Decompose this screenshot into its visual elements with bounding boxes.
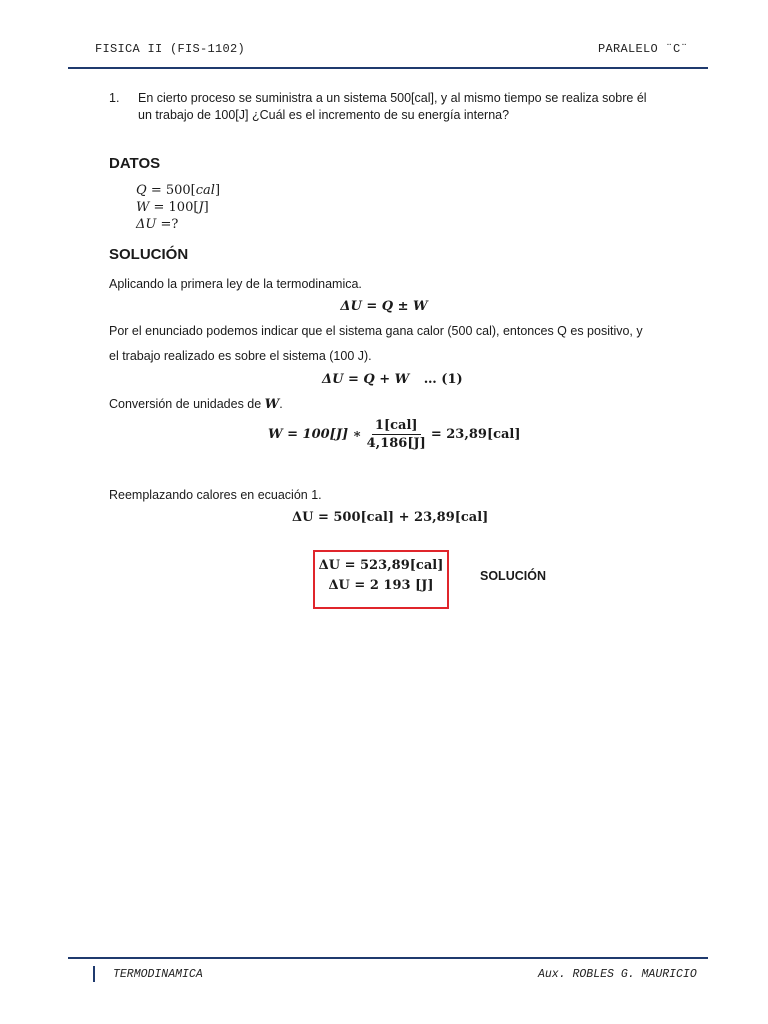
equation-replacement: ΔU = 500[cal] + 23,89[cal]	[292, 510, 489, 525]
equation-first-law: ΔU = Q ± W	[340, 299, 428, 314]
problem-number: 1.	[109, 91, 120, 105]
equation-1: ΔU = Q + W … (1)	[322, 372, 463, 387]
footer-marker	[93, 966, 95, 982]
problem-text-line1: En cierto proceso se suministra a un sistema 500[cal], y al mismo tiempo se realiza sobre él	[138, 91, 647, 105]
solucion-heading: SOLUCIÓN	[109, 246, 189, 263]
result-joules: ΔU = 2 193 [J]	[328, 578, 434, 593]
datos-du: ΔU =?	[136, 217, 179, 232]
footer-topic: TERMODINAMICA	[113, 968, 203, 981]
footer-rule	[68, 957, 708, 959]
conversion-fraction	[364, 418, 429, 451]
datos-q: Q = 500[cal]	[136, 183, 221, 198]
datos-heading: DATOS	[109, 155, 161, 172]
problem-text-line2: un trabajo de 100[J] ¿Cuál es el incremento de su energía interna?	[138, 108, 510, 122]
fraction-numerator: 1[cal]	[372, 418, 421, 435]
result-box	[313, 550, 449, 609]
result-label: SOLUCIÓN	[480, 569, 546, 583]
result-calories: ΔU = 523,89[cal]	[318, 558, 444, 573]
header-paralelo: PARALELO ¨C¨	[598, 42, 689, 56]
solucion-line2: Por el enunciado podemos indicar que el sistema gana calor (500 cal), entonces Q es positivo, y	[109, 324, 643, 338]
solucion-line1: Aplicando la primera ley de la termodinamica.	[109, 277, 362, 291]
solucion-line3: el trabajo realizado es sobre el sistema (100 J).	[109, 349, 372, 363]
header-rule	[68, 67, 708, 69]
solucion-line4: Conversión de unidades de W.	[109, 397, 283, 412]
equation-conversion: W = 100[J] ∗ $\frac{\text{1[cal]}}{4,186[J]}$ = 23,89[cal]	[268, 418, 521, 451]
solucion-line5: Reemplazando calores en ecuación 1.	[109, 488, 322, 502]
footer-author: Aux. ROBLES G. MAURICIO	[538, 968, 697, 981]
header-course-title: FISICA II (FIS-1102)	[95, 42, 246, 56]
datos-w: W = 100[J]	[136, 200, 209, 215]
fraction-denominator: 4,186[J]	[366, 436, 426, 451]
